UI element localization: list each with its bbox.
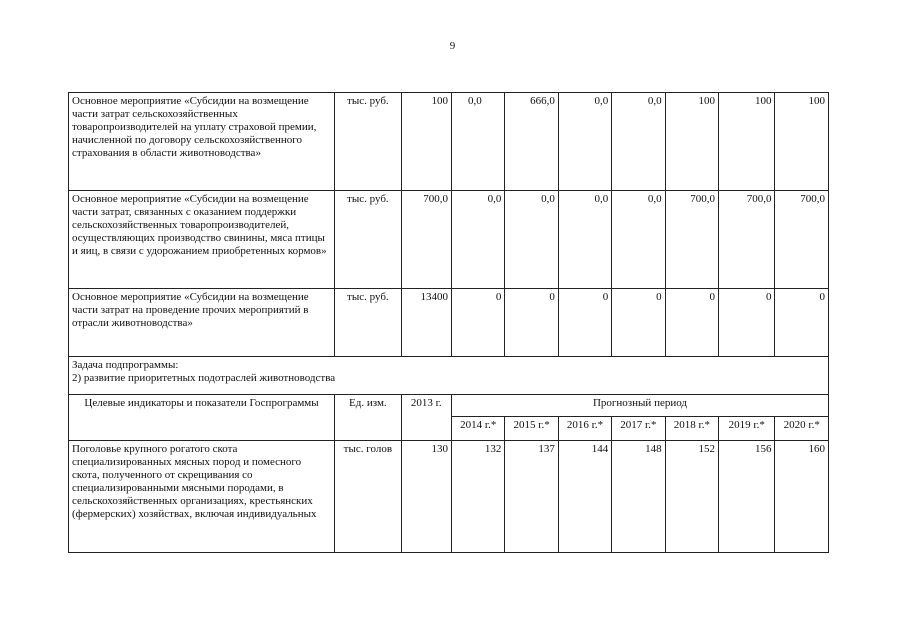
value-cell: 160: [775, 441, 829, 553]
value-cell: 0,0: [612, 93, 665, 191]
task-row: [69, 357, 829, 395]
value-cell: 100: [719, 93, 775, 191]
value-cell: 148: [612, 441, 665, 553]
unit-cell: тыс. голов: [335, 441, 402, 553]
measure-name: Основное мероприятие «Субсидии на возмещение части затрат, связанных с оказанием поддержки сельскохозяйственных товаропроизводителей, осуществляющих производство свинины, мяса птицы и яиц, в связи с удорожанием приобретенных кормов»: [69, 191, 335, 289]
value-cell: 700,0: [665, 191, 718, 289]
value-cell: 700,0: [775, 191, 829, 289]
indicator-name: Поголовье крупного рогатого скота специализированных мясных пород и помесного скота, полученного от скрещивания со специализированными мясными породами, в сельскохозяйственных организациях, крестьянских (фермерских) хозяйствах, включая индивидуальных: [69, 441, 335, 553]
header-year: 2019 г.*: [719, 417, 775, 441]
measure-name: Основное мероприятие «Субсидии на возмещение части затрат сельскохозяйственных товаропроизводителей на уплату страховой премии, начисленной по договору сельскохозяйственного страхования в области животноводства»: [69, 93, 335, 191]
value-cell: 666,0: [505, 93, 558, 191]
value-cell: 0: [452, 289, 505, 357]
value-cell: 130: [401, 441, 451, 553]
value-cell: 152: [665, 441, 718, 553]
header-year: 2020 г.*: [775, 417, 829, 441]
value-cell: 132: [452, 441, 505, 553]
unit-cell: тыс. руб.: [335, 289, 402, 357]
task-cell: [69, 357, 829, 395]
value-cell: 0,0: [505, 191, 558, 289]
table-row: [69, 441, 829, 553]
value-cell: 0: [665, 289, 718, 357]
value-cell: 700,0: [401, 191, 451, 289]
table-row: [69, 93, 829, 191]
value-cell: 13400: [401, 289, 451, 357]
table-row: [69, 289, 829, 357]
value-cell: 0: [775, 289, 829, 357]
program-table: [68, 92, 829, 553]
value-cell: 0: [612, 289, 665, 357]
measure-name: Основное мероприятие «Субсидии на возмещение части затрат на проведение прочих мероприятий в отрасли животноводства»: [69, 289, 335, 357]
value-cell: 0: [505, 289, 558, 357]
header-year: 2015 г.*: [505, 417, 558, 441]
task-text: 2) развитие приоритетных подотраслей животноводства: [72, 372, 336, 384]
header-forecast: Прогнозный период: [452, 395, 829, 417]
value-cell: 700,0: [719, 191, 775, 289]
value-cell: 0: [558, 289, 611, 357]
header-year: 2016 г.*: [558, 417, 611, 441]
value-cell: 0,0: [452, 191, 505, 289]
unit-cell: тыс. руб.: [335, 93, 402, 191]
unit-cell: тыс. руб.: [335, 191, 402, 289]
header-year: 2018 г.*: [665, 417, 718, 441]
value-cell: 0,0: [452, 93, 505, 191]
page-number: 9: [449, 40, 456, 52]
value-cell: 100: [775, 93, 829, 191]
header-unit: Ед. изм.: [335, 395, 402, 441]
header-row: [69, 395, 829, 417]
value-cell: 100: [401, 93, 451, 191]
header-year: 2017 г.*: [612, 417, 665, 441]
table-row: [69, 191, 829, 289]
header-indicators: Целевые индикаторы и показатели Госпрограммы: [69, 395, 335, 441]
value-cell: 156: [719, 441, 775, 553]
value-cell: 0,0: [558, 191, 611, 289]
task-title: Задача подпрограммы:: [72, 359, 179, 371]
value-cell: 0,0: [612, 191, 665, 289]
header-year: 2014 г.*: [452, 417, 505, 441]
value-cell: 100: [665, 93, 718, 191]
value-cell: 137: [505, 441, 558, 553]
value-cell: 0,0: [558, 93, 611, 191]
value-cell: 144: [558, 441, 611, 553]
header-base-year: 2013 г.: [401, 395, 451, 441]
value-cell: 0: [719, 289, 775, 357]
